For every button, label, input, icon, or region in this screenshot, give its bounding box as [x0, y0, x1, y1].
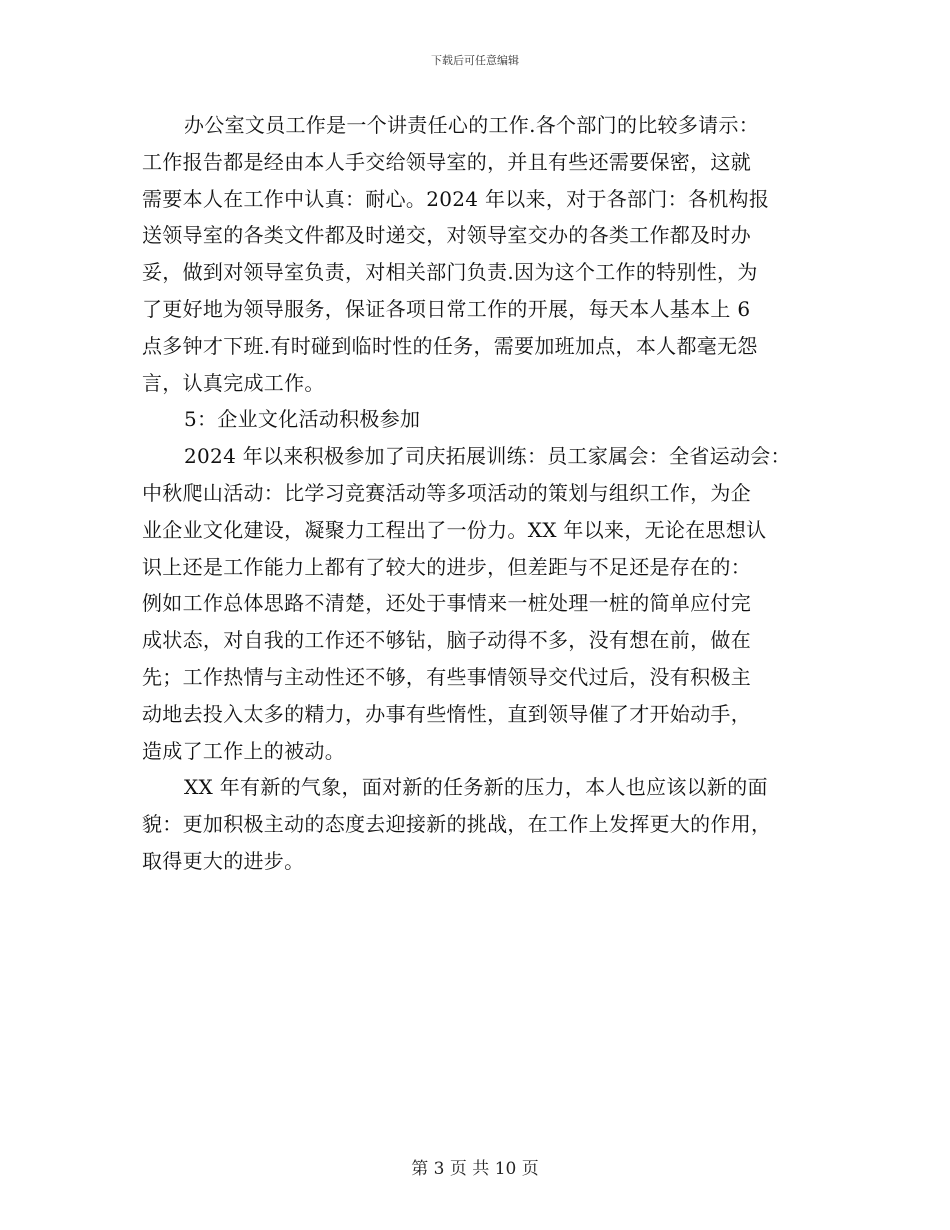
paragraph-line: 造成了工作上的被动。 [142, 738, 345, 763]
section-heading: 5：企业文化活动积极参加 [184, 407, 421, 432]
paragraph-line: 办公室文员工作是一个讲责任心的工作.各个部门的比较多请示： [184, 113, 760, 137]
page-number-footer: 第 3 页 共 10 页 [411, 1159, 539, 1179]
paragraph-line: 了更好地为领导服务，保证各项日常工作的开展，每天本人基本上 6 [142, 296, 751, 321]
paragraph-line: 言，认真完成工作。 [142, 370, 325, 395]
paragraph-line: 取得更大的进步。 [142, 848, 305, 873]
paragraph-line: 先；工作热情与主动性还不够，有些事情领导交代过后，没有积极主 [142, 664, 751, 689]
paragraph-line: 2024 年以来积极参加了司庆拓展训练：员工家属会：全省运动会： [184, 444, 791, 469]
paragraph-line: 工作报告都是经由本人手交给领导室的，并且有些还需要保密，这就 [142, 149, 751, 174]
paragraph-line: 妥，做到对领导室负责，对相关部门负责.因为这个工作的特别性，为 [142, 260, 758, 285]
paragraph-line: 动地去投入太多的精力，办事有些惰性，直到领导催了才开始动手， [142, 701, 751, 726]
paragraph-line: 识上还是工作能力上都有了较大的进步，但差距与不足还是存在的： [142, 554, 751, 579]
paragraph-line: 需要本人在工作中认真：耐心。2024 年以来，对于各部门：各机构报 [142, 186, 770, 211]
paragraph-line: 点多钟才下班.有时碰到临时性的任务，需要加班加点，本人都毫无怨 [142, 333, 758, 358]
paragraph-line: 成状态，对自我的工作还不够钻，脑子动得不多，没有想在前，做在 [142, 628, 751, 653]
paragraph-line: 中秋爬山活动：比学习竞赛活动等多项活动的策划与组织工作，为企 [142, 480, 751, 505]
paragraph-line: 业企业文化建设，凝聚力工程出了一份力。XX 年以来，无论在思想认 [142, 517, 767, 542]
paragraph-line: 例如工作总体思路不清楚，还处于事情来一桩处理一桩的简单应付完 [142, 591, 751, 616]
paragraph-line: 貌：更加积极主动的态度去迎接新的挑战，在工作上发挥更大的作用， [142, 812, 772, 837]
page-header-note: 下载后可任意编辑 [431, 54, 519, 67]
paragraph-line: 送领导室的各类文件都及时递交，对领导室交办的各类工作都及时办 [142, 223, 751, 248]
paragraph-line: XX 年有新的气象，面对新的任务新的压力，本人也应该以新的面 [184, 775, 768, 800]
document-body [142, 107, 817, 880]
